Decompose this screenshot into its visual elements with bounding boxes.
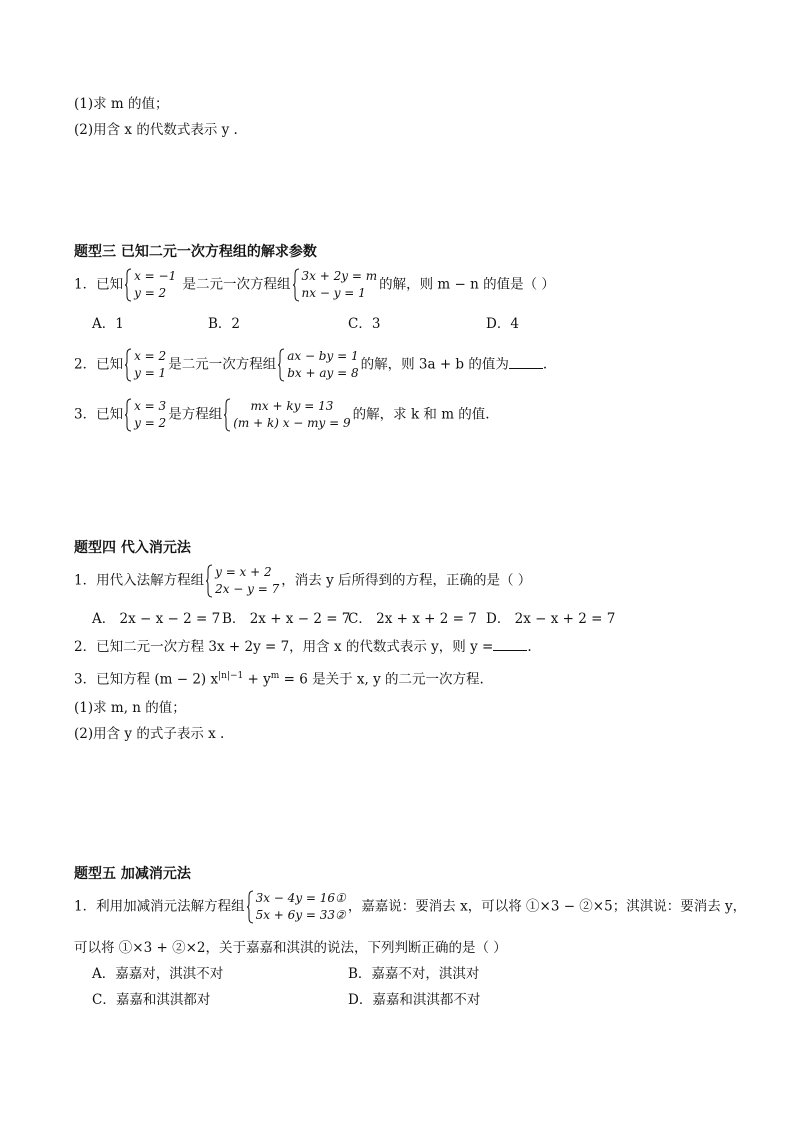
brace-icon bbox=[125, 398, 132, 432]
answer-blank[interactable] bbox=[493, 636, 527, 651]
s5p1-option-a[interactable]: A．嘉嘉对，淇淇不对 bbox=[92, 966, 224, 982]
s3p1-option-b[interactable]: B．2 bbox=[208, 316, 241, 332]
s3-problem-1: 1．已知 x = −1 y = 2 是二元一次方程组 3x + 2y = m nx − y = 1 的解，则 m − n 的值是（ ） bbox=[74, 269, 555, 300]
answer-blank[interactable] bbox=[509, 354, 543, 369]
brace-icon bbox=[125, 268, 132, 302]
s3p1-option-c[interactable]: C．3 bbox=[348, 316, 381, 332]
brace-icon bbox=[247, 890, 254, 924]
s3p1-system: 3x + 2y = m nx − y = 1 bbox=[293, 268, 378, 302]
s4p1-option-d[interactable]: D． 2x − x + 2 = 7 bbox=[486, 611, 616, 627]
s3-problem-3: 3．已知 x = 3 y = 2 是方程组 mx + ky = 13 (m + k) x − my = 9 的解，求 k 和 m 的值. bbox=[74, 399, 490, 430]
s4-question-1: (1)求 m, n 的值； bbox=[74, 700, 186, 716]
s3-problem-2: 2．已知 x = 2 y = 1 是二元一次方程组 ax − by = 1 bx + ay = 8 的解，则 3a + b 的值为 . bbox=[74, 349, 548, 380]
section-3-title: 题型三 已知二元一次方程组的解求参数 bbox=[74, 244, 317, 260]
s3p3-system: mx + ky = 13 (m + k) x − my = 9 bbox=[224, 398, 350, 432]
s4p1-option-c[interactable]: C． 2x + x + 2 = 7 bbox=[348, 611, 477, 627]
brace-icon bbox=[125, 348, 132, 382]
s4-question-2: (2)用含 y 的式子表示 x . bbox=[74, 726, 225, 742]
section-5-title: 题型五 加减消元法 bbox=[74, 866, 191, 882]
s4-problem-1: 1．用代入法解方程组 y = x + 2 2x − y = 7 ，消去 y 后所得到的方程，正确的是（ ） bbox=[74, 565, 532, 596]
brace-icon bbox=[278, 348, 285, 382]
s4-problem-3: 3．已知方程 (m − 2) $x^{|n|-1} + y^m = 6$ 是关于 x, y 的二元一次方程. bbox=[74, 671, 484, 688]
s3p1-solution: x = −1 y = 2 bbox=[125, 268, 176, 302]
s5-problem-1: 1．利用加减消元法解方程组 3x − 4y = 16① 5x + 6y = 33② ，嘉嘉说：要消去 x，可以将 ①×3 − ②×5；淇淇说：要消去 y， bbox=[74, 891, 747, 922]
s4p1-system: y = x + 2 2x − y = 7 bbox=[206, 564, 279, 598]
prev-question-2: (2)用含 x 的代数式表示 y . bbox=[74, 122, 238, 138]
s3p1-option-d[interactable]: D．4 bbox=[486, 316, 519, 332]
s5-problem-1-line2: 可以将 ①×3 + ②×2，关于嘉嘉和淇淇的说法，下列判断正确的是（ ） bbox=[74, 940, 507, 956]
s3p3-solution: x = 3 y = 2 bbox=[125, 398, 166, 432]
s5p1-option-d[interactable]: D．嘉嘉和淇淇都不对 bbox=[348, 992, 481, 1008]
prev-question-1: (1)求 m 的值； bbox=[74, 96, 169, 112]
section-4-title: 题型四 代入消元法 bbox=[74, 540, 191, 556]
brace-icon bbox=[293, 268, 300, 302]
s4p1-option-b[interactable]: B． 2x + x − 2 = 7 bbox=[222, 611, 351, 627]
s3p1-option-a[interactable]: A．1 bbox=[92, 316, 124, 332]
s5p1-option-b[interactable]: B．嘉嘉不对，淇淇对 bbox=[348, 966, 480, 982]
brace-icon bbox=[224, 398, 231, 432]
s4p1-option-a[interactable]: A． 2x − x − 2 = 7 bbox=[92, 611, 221, 627]
s3p1-num: 1．已知 bbox=[74, 276, 124, 293]
s5p1-option-c[interactable]: C．嘉嘉和淇淇都对 bbox=[92, 992, 211, 1008]
brace-icon bbox=[206, 564, 213, 598]
s3p2-solution: x = 2 y = 1 bbox=[125, 348, 166, 382]
s4-problem-2: 2．已知二元一次方程 3x + 2y = 7，用含 x 的代数式表示 y，则 y = . bbox=[74, 636, 532, 657]
s3p2-system: ax − by = 1 bx + ay = 8 bbox=[278, 348, 358, 382]
s5p1-system: 3x − 4y = 16① 5x + 6y = 33② bbox=[247, 890, 346, 924]
